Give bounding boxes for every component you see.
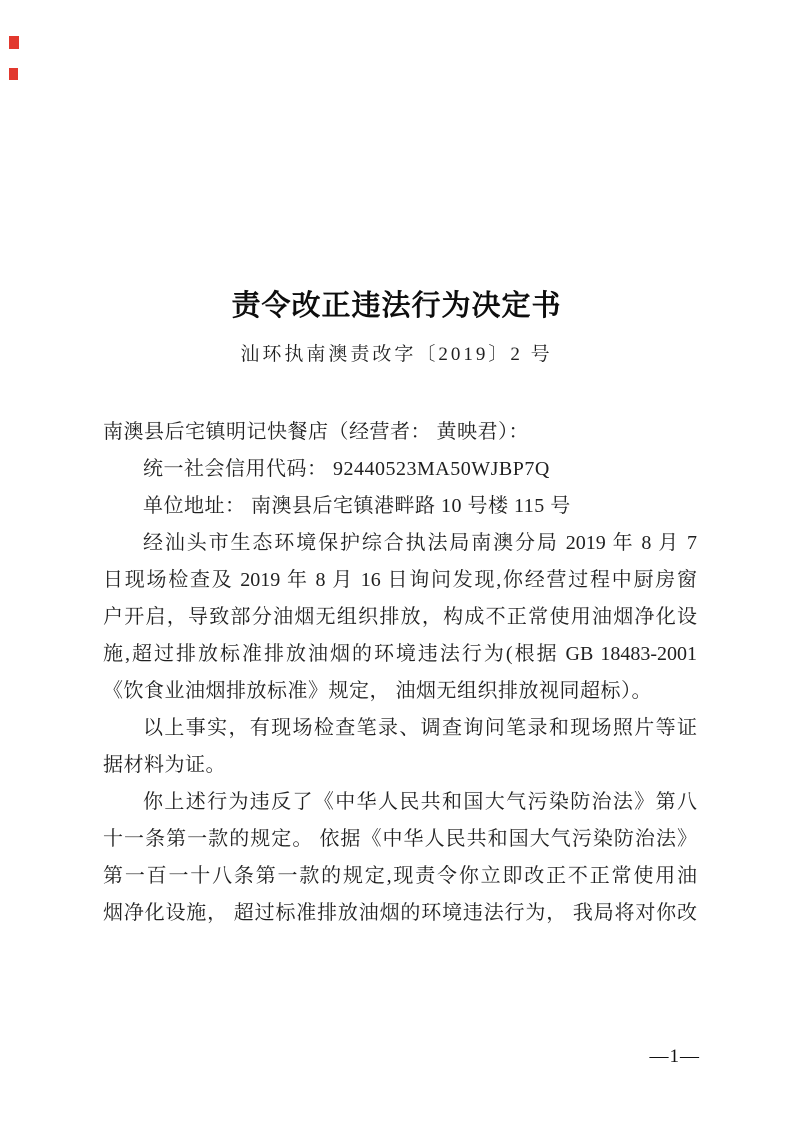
body-line: 据材料为证。 [103,754,226,776]
body-line: 烟净化设施， 超过标准排放油烟的环境违法行为， 我局将对你改 [103,902,697,924]
body-line: 南澳县后宅镇明记快餐店（经营者： 黄映君）： [103,421,529,443]
body-line: 统一社会信用代码： 92440523MA50WJBP7Q [143,458,550,480]
red-margin-mark-1 [9,36,19,49]
body-line: 施,超过排放标准排放油烟的环境违法行为(根据 GB 18483-2001 [103,643,697,665]
red-margin-mark-2 [9,68,18,80]
body-line: 以上事实，有现场检查笔录、调查询问笔录和现场照片等证 [143,717,697,739]
body-line: 经汕头市生态环境保护综合执法局南澳分局 2019 年 8 月 7 [143,532,697,554]
body-line: 你上述行为违反了《中华人民共和国大气污染防治法》第八 [143,791,697,813]
body-line: 十一条第一款的规定。 依据《中华人民共和国大气污染防治法》 [103,828,697,850]
document-body [103,414,697,932]
body-line: 户开启，导致部分油烟无组织排放，构成不正常使用油烟净化设 [103,606,697,628]
body-line: 日现场检查及 2019 年 8 月 16 日询问发现,你经营过程中厨房窗 [103,569,697,591]
document-title: 责令改正违法行为决定书 [231,290,562,322]
body-line: 第一百一十八条第一款的规定,现责令你立即改正不正常使用油 [103,865,697,887]
page-number: —1— [649,1046,700,1067]
body-line: 《饮食业油烟排放标准》规定， 油烟无组织排放视同超标）。 [103,680,652,702]
document-number: 汕环执南澳责改字〔2019〕2 号 [240,344,553,365]
body-line: 单位地址： 南澳县后宅镇港畔路 10 号楼 115 号 [143,495,571,517]
